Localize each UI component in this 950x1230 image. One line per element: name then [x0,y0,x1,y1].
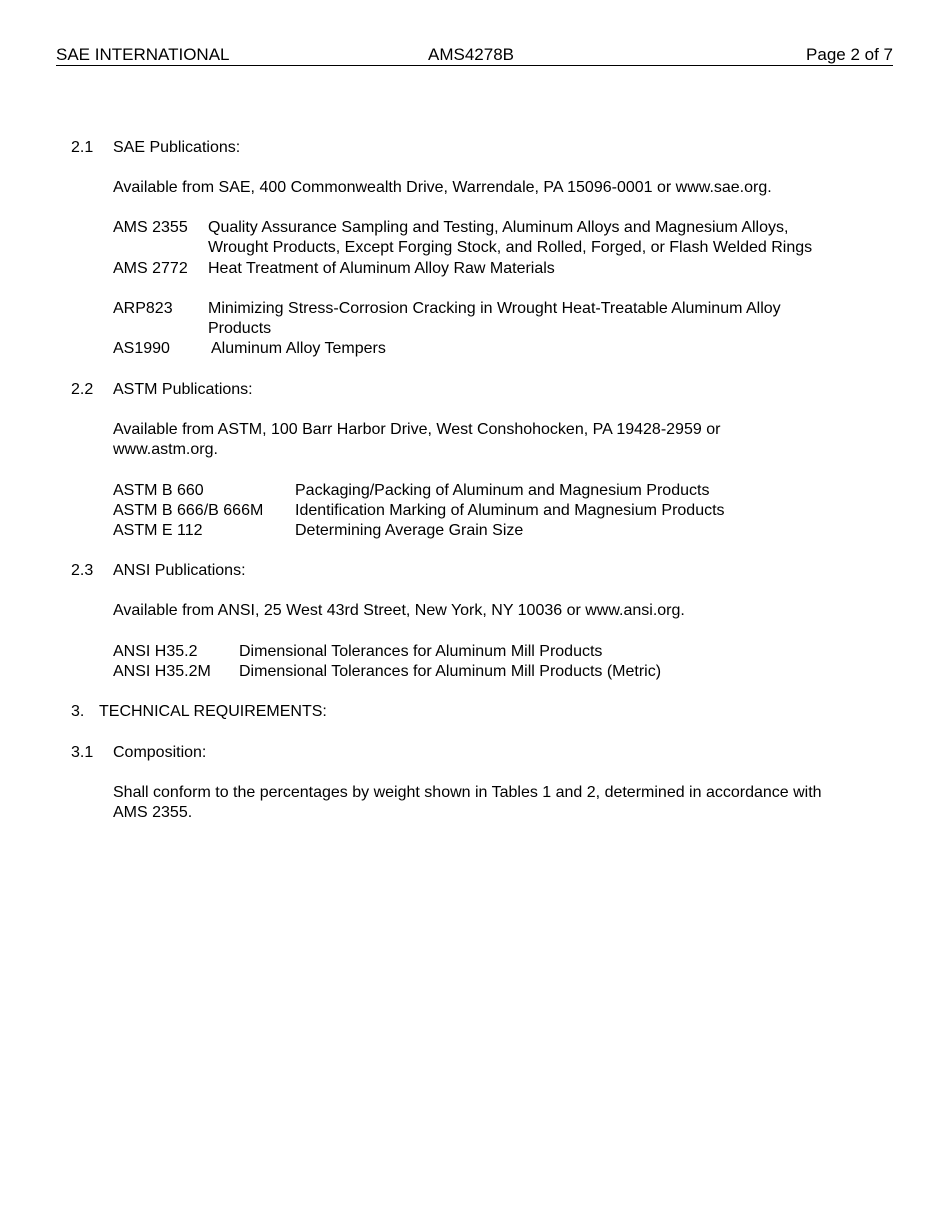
ref-code: AS1990 [113,340,170,357]
ref-title: Determining Average Grain Size [295,522,524,539]
availability-text: Available from SAE, 400 Commonwealth Drive, Warrendale, PA 15096-0001 or www.sae.org. [113,179,772,196]
ref-title: Products [208,320,272,337]
section-title: ASTM Publications: [113,381,253,398]
section-number: 2.2 [71,381,94,398]
section-number: 2.3 [71,562,94,579]
ref-code: ASTM B 660 [113,482,204,499]
ref-title: Wrought Products, Except Forging Stock, and Rolled, Forged, or Flash Welded Rings [208,239,813,256]
body-text: AMS 2355. [113,804,193,821]
section-title: SAE Publications: [113,139,241,156]
ref-code: AMS 2772 [113,260,188,277]
header-document-number: AMS4278B [428,45,514,64]
section-title: ANSI Publications: [113,562,246,579]
ref-code: AMS 2355 [113,219,188,236]
ref-title: Quality Assurance Sampling and Testing, Aluminum Alloys and Magnesium Alloys, [208,219,789,236]
section-number: 2.1 [71,139,94,156]
ref-title: Heat Treatment of Aluminum Alloy Raw Materials [208,260,555,277]
section-number: 3. [71,703,85,720]
ref-code: ASTM B 666/B 666M [113,502,264,519]
ref-code: ASTM E 112 [113,522,203,539]
ref-title: Identification Marking of Aluminum and Magnesium Products [295,502,725,519]
ref-title: Minimizing Stress-Corrosion Cracking in Wrought Heat-Treatable Aluminum Alloy [208,300,781,317]
ref-code: ANSI H35.2 [113,643,198,660]
availability-text: Available from ANSI, 25 West 43rd Street, New York, NY 10036 or www.ansi.org. [113,602,685,619]
page-header [56,45,893,66]
ref-title: Dimensional Tolerances for Aluminum Mill Products [239,643,603,660]
body-text: Shall conform to the percentages by weight shown in Tables 1 and 2, determined in accordance with [113,784,822,801]
ref-code: ANSI H35.2M [113,663,211,680]
availability-text: www.astm.org. [113,441,218,458]
section-title: Composition: [113,744,207,761]
ref-code: ARP823 [113,300,173,317]
header-organization: SAE INTERNATIONAL [56,45,230,64]
ref-title: Dimensional Tolerances for Aluminum Mill Products (Metric) [239,663,662,680]
ref-title: Aluminum Alloy Tempers [211,340,386,357]
availability-text: Available from ASTM, 100 Barr Harbor Drive, West Conshohocken, PA 19428-2959 or [113,421,721,438]
section-number: 3.1 [71,744,94,761]
header-page-number: Page 2 of 7 [806,45,893,64]
section-title: TECHNICAL REQUIREMENTS: [99,703,327,720]
ref-title: Packaging/Packing of Aluminum and Magnesium Products [295,482,710,499]
